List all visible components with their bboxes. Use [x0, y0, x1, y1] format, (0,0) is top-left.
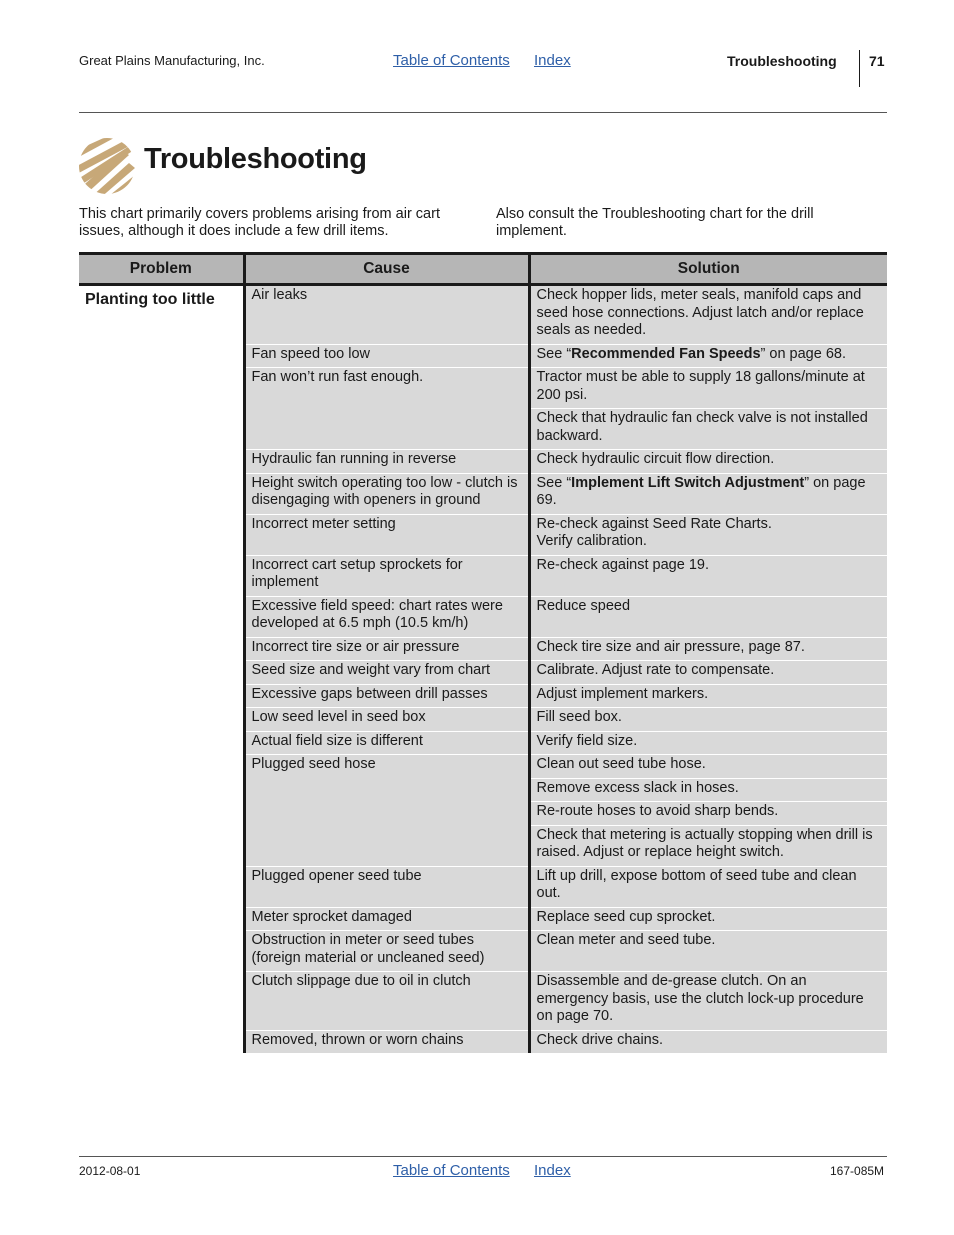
solution-text-after: ” on page 68. — [760, 345, 846, 362]
header-cause: Cause — [244, 254, 529, 285]
cause-cell: Fan won’t run fast enough. — [244, 368, 529, 450]
solution-cell: Check hydraulic circuit flow direction. — [529, 450, 887, 474]
header-toc-link[interactable]: Table of Contents — [393, 52, 510, 69]
cause-cell: Low seed level in seed box — [244, 708, 529, 732]
solution-cell — [529, 473, 887, 514]
solution-cell: Clean meter and seed tube. — [529, 931, 887, 972]
solution-reference: Recommended Fan Speeds — [571, 345, 761, 362]
page-title: Troubleshooting — [144, 143, 367, 175]
cause-cell: Removed, thrown or worn chains — [244, 1030, 529, 1053]
intro-paragraph-right: Also consult the Troubleshooting chart for the drill implement. — [496, 206, 814, 239]
footer-toc-link[interactable]: Table of Contents — [393, 1162, 510, 1179]
solution-cell: Lift up drill, expose bottom of seed tube and clean out. — [529, 866, 887, 907]
solution-cell: Check that hydraulic fan check valve is not installed backward. — [529, 409, 887, 450]
doc-number: 167-085M — [830, 1164, 885, 1178]
solution-cell — [529, 514, 887, 555]
solution-line: Verify calibration. — [536, 533, 647, 549]
solution-cell — [529, 344, 887, 368]
solution-cell: Clean out seed tube hose. — [529, 755, 887, 779]
header-problem: Problem — [79, 254, 244, 285]
solution-reference: Implement Lift Switch Adjustment — [571, 474, 805, 491]
solution-cell: Re-route hoses to avoid sharp bends. — [529, 802, 887, 826]
solution-cell: Adjust implement markers. — [529, 684, 887, 708]
cause-cell: Actual field size is different — [244, 731, 529, 755]
table-header-row — [79, 254, 887, 285]
solution-text-before: See “ — [536, 474, 572, 491]
header-divider — [859, 50, 860, 87]
cause-cell: Height switch operating too low - clutch is disengaging with openers in ground — [244, 473, 529, 514]
footer-rule — [79, 1156, 887, 1157]
solution-cell: Fill seed box. — [529, 708, 887, 732]
cause-cell: Fan speed too low — [244, 344, 529, 368]
cause-cell: Excessive gaps between drill passes — [244, 684, 529, 708]
cause-cell: Hydraulic fan running in reverse — [244, 450, 529, 474]
solution-cell: Tractor must be able to supply 18 gallons/minute at 200 psi. — [529, 368, 887, 409]
solution-cell: Check drive chains. — [529, 1030, 887, 1053]
intro-paragraph-left: This chart primarily covers problems arising from air cart issues, although it does include a few drill items. — [79, 206, 440, 239]
cause-cell: Obstruction in meter or seed tubes (foreign material or uncleaned seed) — [244, 931, 529, 972]
solution-cell: Check that metering is actually stopping when drill is raised. Adjust or replace height switch. — [529, 825, 887, 866]
solution-cell: Disassemble and de-grease clutch. On an emergency basis, use the clutch lock-up procedure on page 70. — [529, 972, 887, 1031]
solution-cell: Check hopper lids, meter seals, manifold caps and seed hose connections. Adjust latch and/or replace seals as needed. — [529, 285, 887, 345]
solution-cell: Re-check against page 19. — [529, 555, 887, 596]
cause-cell: Plugged opener seed tube — [244, 866, 529, 907]
cause-cell: Incorrect cart setup sprockets for implement — [244, 555, 529, 596]
section-name: Troubleshooting — [727, 53, 837, 69]
solution-text-before: See “ — [536, 345, 572, 362]
cause-cell: Seed size and weight vary from chart — [244, 661, 529, 685]
solution-cell: Calibrate. Adjust rate to compensate. — [529, 661, 887, 685]
page-number: 71 — [869, 53, 885, 69]
cause-cell: Incorrect tire size or air pressure — [244, 637, 529, 661]
cause-cell: Clutch slippage due to oil in clutch — [244, 972, 529, 1031]
problem-cell: Planting too little — [79, 285, 244, 1054]
solution-cell: Reduce speed — [529, 596, 887, 637]
solution-cell: Remove excess slack in hoses. — [529, 778, 887, 802]
cause-cell: Plugged seed hose — [244, 755, 529, 867]
solution-line: Re-check against Seed Rate Charts. — [536, 515, 772, 532]
solution-text-after: ” on page 69. — [536, 474, 866, 508]
header-index-link[interactable]: Index — [534, 52, 571, 69]
company-name: Great Plains Manufacturing, Inc. — [79, 53, 265, 68]
cause-cell: Air leaks — [244, 285, 529, 345]
table-row — [79, 285, 887, 345]
troubleshooting-table — [79, 252, 887, 1053]
footer-index-link[interactable]: Index — [534, 1162, 571, 1179]
solution-cell: Verify field size. — [529, 731, 887, 755]
great-plains-logo-icon — [79, 137, 135, 195]
cause-cell: Excessive field speed: chart rates were developed at 6.5 mph (10.5 km/h) — [244, 596, 529, 637]
header-solution: Solution — [529, 254, 887, 285]
cause-cell: Incorrect meter setting — [244, 514, 529, 555]
cause-cell: Meter sprocket damaged — [244, 907, 529, 931]
solution-cell: Check tire size and air pressure, page 87. — [529, 637, 887, 661]
footer-date: 2012-08-01 — [79, 1164, 141, 1178]
solution-cell: Replace seed cup sprocket. — [529, 907, 887, 931]
header-rule — [79, 112, 887, 113]
